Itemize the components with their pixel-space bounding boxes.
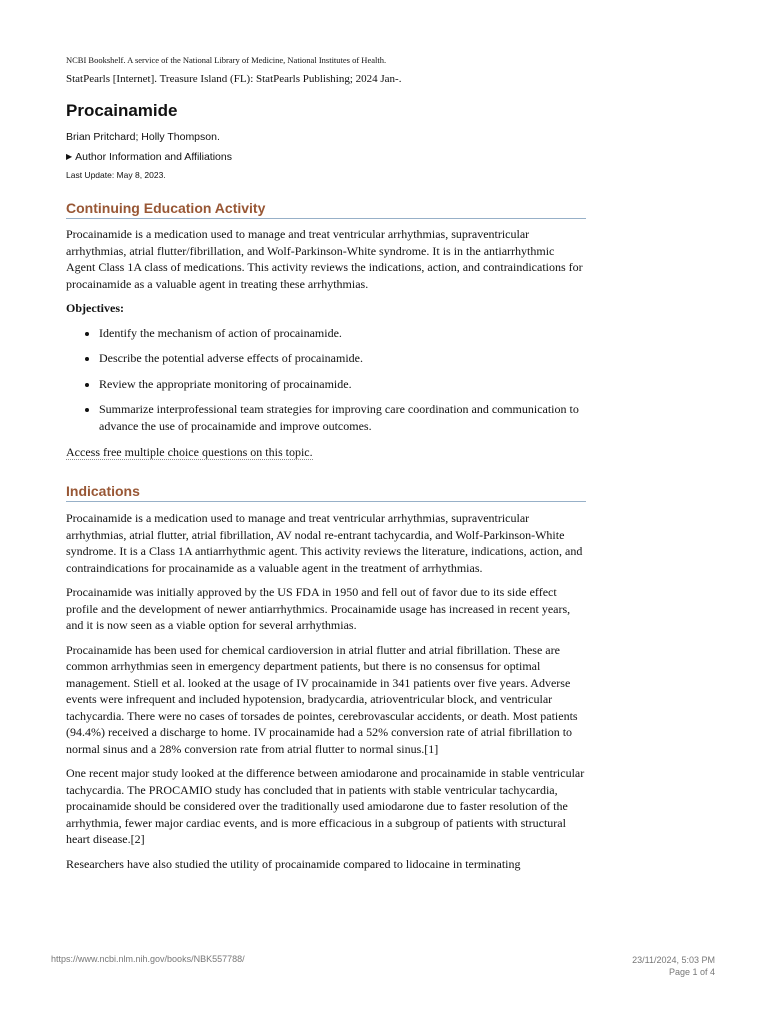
footer-datetime: 23/11/2024, 5:03 PM bbox=[632, 955, 715, 965]
last-update: Last Update: May 8, 2023. bbox=[66, 170, 166, 180]
ncbi-banner: NCBI Bookshelf. A service of the National Library of Medicine, National Institutes of Health. bbox=[66, 55, 387, 65]
affiliations-label: Author Information and Affiliations bbox=[75, 151, 232, 163]
footer-page-number: Page 1 of 4 bbox=[668, 967, 715, 977]
affiliations-toggle[interactable] bbox=[66, 151, 232, 163]
cea-body bbox=[66, 226, 586, 469]
objectives-list bbox=[66, 325, 586, 435]
list-item: • Identify the mechanism of action of procainamide. bbox=[99, 325, 586, 342]
triangle-right-icon: ▶ bbox=[66, 152, 73, 161]
list-item: • Review the appropriate monitoring of procainamide. bbox=[99, 376, 586, 393]
paragraph: Procainamide is a medication used to manage and treat ventricular arrhythmias, supraventricular arrhythmias, atrial flutter, atrial fibrillation, AV nodal re-entrant tachycardia, and Wolf-Parkinson-White syndrome. It is a Class 1A antiarrhythmic agent. This activity reviews the literature, indications, action, and contraindications for procainamide as a valuable agent in the treatment of arrhythmias. bbox=[66, 511, 583, 575]
list-item: • Describe the potential adverse effects of procainamide. bbox=[99, 350, 586, 367]
list-item: • Summarize interprofessional team strategies for improving care coordination and communication to advance the use of procainamide and improve outcomes. bbox=[99, 401, 586, 434]
objectives-label: Objectives: bbox=[66, 301, 124, 315]
section-heading-cea: Continuing Education Activity bbox=[66, 200, 586, 219]
authors: Brian Pritchard; Holly Thompson. bbox=[66, 131, 220, 143]
indications-body bbox=[66, 510, 586, 880]
access-questions-link[interactable]: Access free multiple choice questions on this topic. bbox=[66, 445, 313, 459]
citation-line: StatPearls [Internet]. Treasure Island (FL): StatPearls Publishing; 2024 Jan-. bbox=[66, 73, 402, 85]
paragraph: Procainamide was initially approved by the US FDA in 1950 and fell out of favor due to its side effect profile and the development of newer antiarrhythmics. Procainamide usage has increased in recent years, and it is now seen as a viable option for several arrhythmias. bbox=[66, 585, 571, 632]
footer-meta bbox=[632, 954, 715, 978]
paragraph: Procainamide has been used for chemical cardioversion in atrial flutter and atrial fibrillation. These are common arrhythmias seen in emergency department patients, but there is no consensus for optimal management. Stiell et al. looked at the usage of IV procainamide in 341 patients over five years. Adverse events were infrequent and included hypotension, bradycardia, atrioventricular block, and ventricular tachycardia. There were no cases of torsades de pointes, cerebrovascular accidents, or death. Most patients (94.4%) received a discharge to home. IV procainamide had a 52% conversion rate of atrial fibrillation to normal sinus and a 28% conversion rate from atrial flutter to normal sinus.[1] bbox=[66, 642, 578, 756]
paragraph: Researchers have also studied the utility of procainamide compared to lidocaine in terminating bbox=[66, 856, 521, 871]
paragraph: One recent major study looked at the difference between amiodarone and procainamide in stable ventricular tachycardia. The PROCAMIO study has concluded that in patients with stable ventricular tachycardia, procainamide should be considered over the traditionally used amiodarone due to faster resolution of the arrhythmia, fewer major cardiac events, and is more efficacious in a subgroup of patients with structural heart disease.[2] bbox=[66, 766, 585, 846]
page-title: Procainamide bbox=[66, 101, 178, 120]
section-heading-indications: Indications bbox=[66, 483, 586, 502]
footer-url: https://www.ncbi.nlm.nih.gov/books/NBK557788/ bbox=[51, 954, 245, 964]
cea-intro: Procainamide is a medication used to manage and treat ventricular arrhythmias, supraventricular arrhythmias, atrial flutter/fibrillation, and Wolf-Parkinson-White syndrome. It is in the antiarrhythmic Agent Class 1A class of medications. This activity reviews the indications, action, and contraindications for procainamide as a valuable agent in treating these arrhythmias. bbox=[66, 227, 583, 291]
